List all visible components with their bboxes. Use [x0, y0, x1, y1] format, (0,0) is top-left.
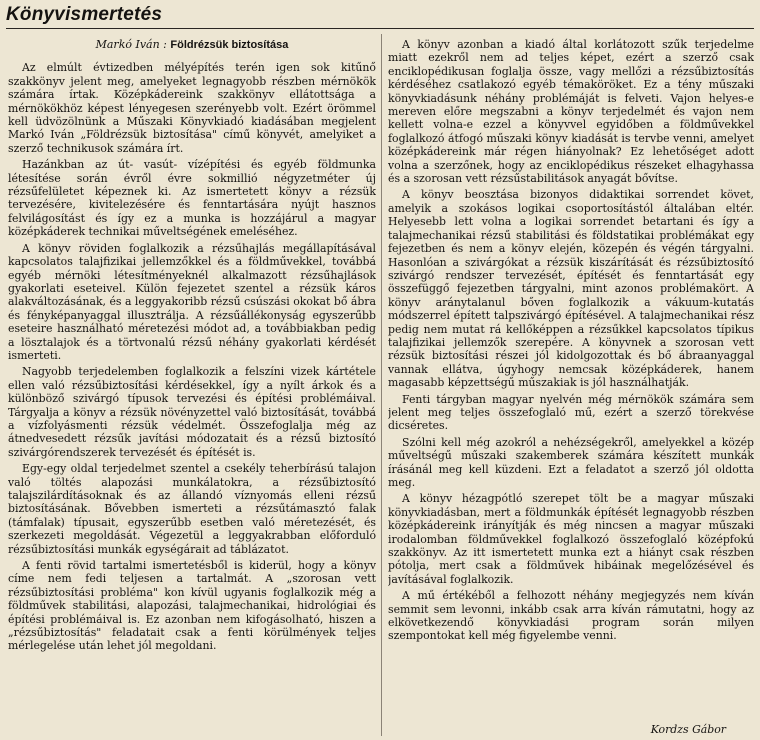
paragraph: Hazánkban az út- vasút- vízépítési és egyéb földmunka létesítése során évről évre sokmillió négyzetméter új rézsűfelületet képeznek ki. Az ismertetett könyv a rézsük tervezésére, kivitelezésére és fenntartására nyújt hasznos felvilágosítást és így ez a munka is hozzájárul a magyar középkáderek technikai műveltségének emeléséhez. [8, 158, 376, 239]
paragraph: A könyv beosztása bizonyos didaktikai sorrendet követ, amelyik a szokásos logikai csoportosítástól általában eltér. Helyesebb lett volna a logikai sorrendet betartani és így a talajmechanikai rézsű stabilitási és földstatikai problémákat egy fejezetben és nem a könyv elején, közepén és végén tárgyalni. Hasonlóan a szivárgókat a rézsük kiszárítását és rézsűbiztosító szivárgó rendszer tervezését, építését és fenntartását egy összefüggő fejezetben tárgyalni, mint azonos problémakört. A könyv aránytalanul bőven foglalkozik a vákuum-kutatás módszerrel épített talpszivárgó építésével. A talajmechanikai rész pedig nem mutat rá kellőképpen a rézsűkkel kapcsolatos típikus talajfizikai jellemzők szerepére. A könyvnek a szorosan vett rézsük biztosítási részei jól kidolgozottak és bő ábraanyaggal vannak ellátva, úgyhogy nemcsak középkáderek, hanem magasabb képzettségű műszakiak is jól használhatják. [388, 188, 754, 390]
paragraph: A mű értékéből a felhozott néhány megjegyzés nem kíván semmit sem levonni, inkább csak arra kíván rámutatni, hogy az elkövetkezendő könyvkiadási program során milyen szempontokat kell még figyelembe venni. [388, 589, 754, 643]
paragraph: Nagyobb terjedelemben foglalkozik a felszíni vizek kártétele ellen való rézsűbiztosítási kérdésekkel, így a nyílt árkok és a különböző szivárgó típusok tervezési és építési problémáival. Tárgyalja a könyv a rézsük növényzettel való biztosítását, továbbá a vízfolyásmenti rézsük védelmét. Összefoglalja még az átnedvesedett rézsűk javítási módozatait és a rézsű biztosító szivárgórendszerek tervezését és építését is. [8, 365, 376, 459]
book-author: Markó Iván : [95, 38, 167, 51]
paragraph: A könyv röviden foglalkozik a rézsűhajlás megállapításával kapcsolatos talajfizikai jellemzőkkel és a földművekkel, továbbá egyéb mérnöki létesítményeknél alkalmazott rézsűhajlások gyakorlati eseteivel. Külön fejezetet szentel a rézsük káros alakváltozásának, és a leggyakoribb rézsű csúszási okokat bő ábra és fényképanyaggal illusztrálja. A rézsűállékonyság egyszerűbb eseteire használható méretezési módot ad, a továbbiakban pedig a lösztalajok és a törtvonalú rézsű néhány gyakorlati kérdését ismerteti. [8, 241, 376, 362]
heading-rule [6, 28, 754, 29]
right-column [388, 38, 754, 736]
paragraph: Szólni kell még azokról a nehézségekről, amelyekkel a közép műveltségű műszaki szakemberek számára készített munkák írásánál meg kell küzdeni. Ezt a feladatot a szerző jól oldotta meg. [388, 435, 754, 489]
book-byline [8, 38, 376, 52]
paragraph: Az elmúlt évtizedben mélyépítés terén igen sok kitűnő szakkönyv jelent meg, amelyeket legnagyobb részben mérnökök számára írtak. Középkádereink szakkönyv ellátottsága a mérnökökhöz képest lényegesen szerényebb volt. Ezért örömmel kell üdvözölnünk a Műszaki Könyvkiadó kiadásában megjelent Markó Iván „Földrézsük biztosítása" című könyvét, amelyiket a szerző technikusok számára írt. [8, 61, 376, 155]
paragraph: Fenti tárgyban magyar nyelvén még mérnökök számára sem jelent meg teljes összefoglaló mű, ezért a szerző törekvése dicséretes. [388, 392, 754, 433]
paragraph: A könyv azonban a kiadó által korlátozott szűk terjedelme miatt ezekről nem ad teljes képet, ezért a szerző csak enciklopédikusan foglalja össze, vagy mellőzi a rézsűbiztosítás kérdéséhez csatlakozó egyéb témaköröket. Ez a tény műszaki könyvkiadásunk néhány problémáját is felveti. Vajon helyes-e mereven előre megszabni a könyv terjedelmét és vajon nem kellett volna-e ezzel a könyvvel egyidőben a földművekkel foglalkozó átfogó műszaki könyv kiadását is tervbe venni, amelyet középkádereink már régen hiányolnak? Ez lehetőséget adott volna a szerzőnek, hogy az enciklopédikus részeket elhagyhassa és a szorosan vett rézsűstabilitások anyagát bővítse. [388, 38, 754, 186]
left-column [8, 38, 376, 736]
reviewer-signature: Kordzs Gábor [650, 723, 726, 736]
paragraph: A könyv hézagpótló szerepet tölt be a magyar műszaki könyvkiadásban, mert a földmunkák építését legnagyobb részben középkádereink irányítják és még nincsen a magyar műszaki irodalomban földművekkel foglalkozó összefoglaló középfokú szakkönyv. Az itt ismertetett munka ezt a hiányt csak részben pótolja, mert csak a földművek hibáinak megelőzésével és javításával foglalkozik. [388, 492, 754, 586]
column-divider [381, 34, 382, 736]
paragraph: Egy-egy oldal terjedelmet szentel a csekély teherbírású talajon való töltés alapozási munkálatokra, a rézsűbiztosító talajszilárdításoknak és az állandó víznyomás elleni rézsű biztosításának. Bővebben ismerteti a rézsűtámasztó falak (támfalak) típusait, egyszerűbb esetben való méretezését, és szerkezeti megoldását. Végezetül a leggyakrabban előforduló rézsűbiztosítási munkák egységárait ad táblázatot. [8, 462, 376, 556]
paragraph: A fenti rövid tartalmi ismertetésből is kiderül, hogy a könyv címe nem fedi teljesen a tartalmát. A „szorosan vett rézsűbiztosítási probléma" kon kívül ugyanis foglalkozik még a földművek stabilitási, alapozási, talajmechanikai, hidrológiai és építési problémáival is. Ez azonban nem kifogásolható, hiszen a „rézsűbiztosítás" feladatait csak a fenti körülmények teljes mérlegelése után lehet jól megoldani. [8, 559, 376, 653]
book-title: Földrézsük biztosítása [170, 39, 289, 51]
section-heading: Könyvismertetés [6, 4, 163, 25]
